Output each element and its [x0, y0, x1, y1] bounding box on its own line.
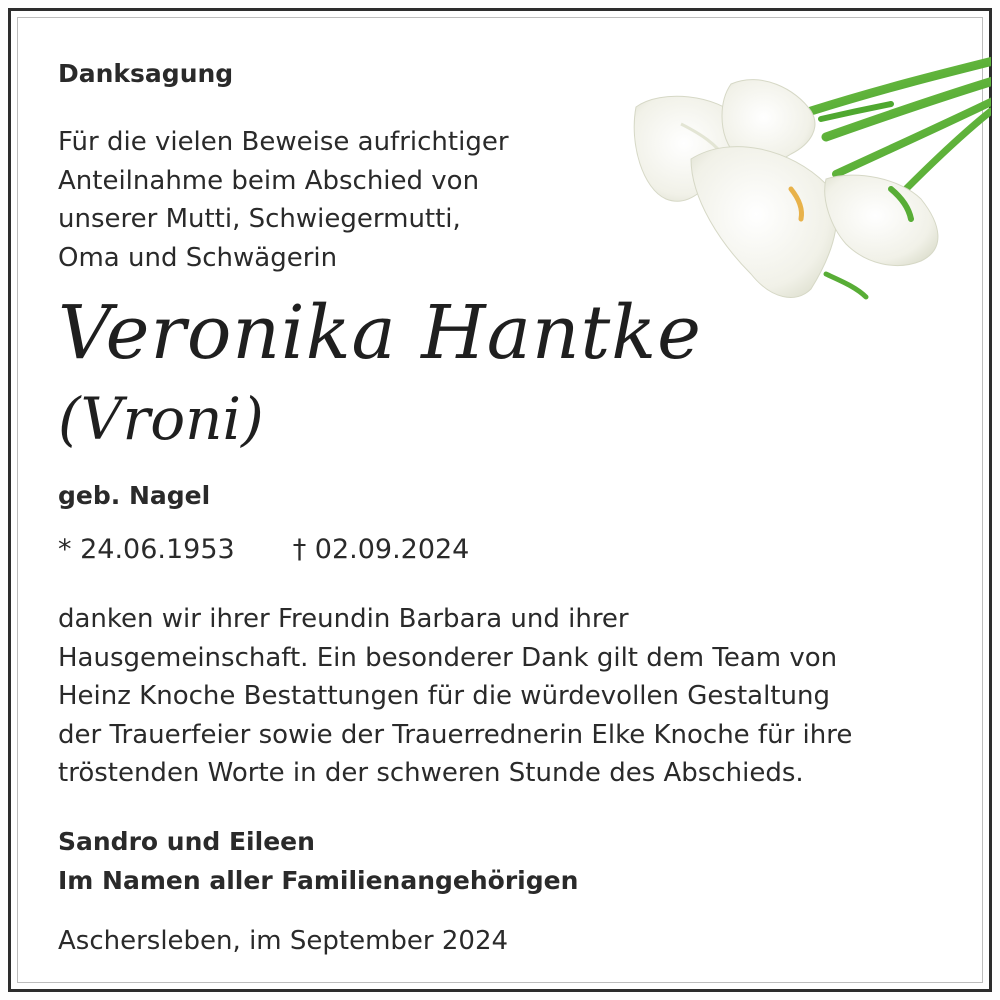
- thanks-line: danken wir ihrer Freundin Barbara und ihrer: [58, 604, 629, 634]
- thanks-text: [58, 600, 852, 793]
- thanks-line: Heinz Knoche Bestattungen für die würdevollen Gestaltung: [58, 681, 830, 711]
- calla-lily-bouquet-icon: [621, 49, 991, 309]
- signature-line: Sandro und Eileen: [58, 827, 315, 856]
- deceased-nickname: (Vroni): [58, 385, 264, 453]
- thanks-line: der Trauerfeier sowie der Trauerrednerin Elke Knoche für ihre: [58, 719, 853, 750]
- death-date: † 02.09.2024: [292, 534, 470, 565]
- signature: [58, 822, 578, 900]
- thanks-line: Hausgemeinschaft. Ein besonderer Dank gilt dem Team von: [58, 642, 838, 673]
- intro-line: Oma und Schwägerin: [58, 242, 338, 273]
- thanks-line: tröstenden Worte in der schweren Stunde des Abschieds.: [58, 758, 804, 788]
- signature-line: Im Namen aller Familienangehörigen: [58, 866, 579, 895]
- intro-line: unserer Mutti, Schwiegermutti,: [58, 204, 461, 234]
- maiden-name: geb. Nagel: [58, 481, 211, 510]
- heading: Danksagung: [58, 59, 234, 88]
- deceased-name: Veronika Hantke: [58, 290, 702, 376]
- intro-line: Für die vielen Beweise aufrichtiger: [58, 127, 509, 157]
- birth-date: * 24.06.1953: [58, 534, 235, 565]
- obituary-card: [8, 8, 992, 992]
- life-dates: [58, 534, 469, 565]
- intro-text: [58, 123, 509, 277]
- intro-line: Anteilnahme beim Abschied von: [58, 165, 480, 196]
- place-date: Aschersleben, im September 2024: [58, 926, 509, 956]
